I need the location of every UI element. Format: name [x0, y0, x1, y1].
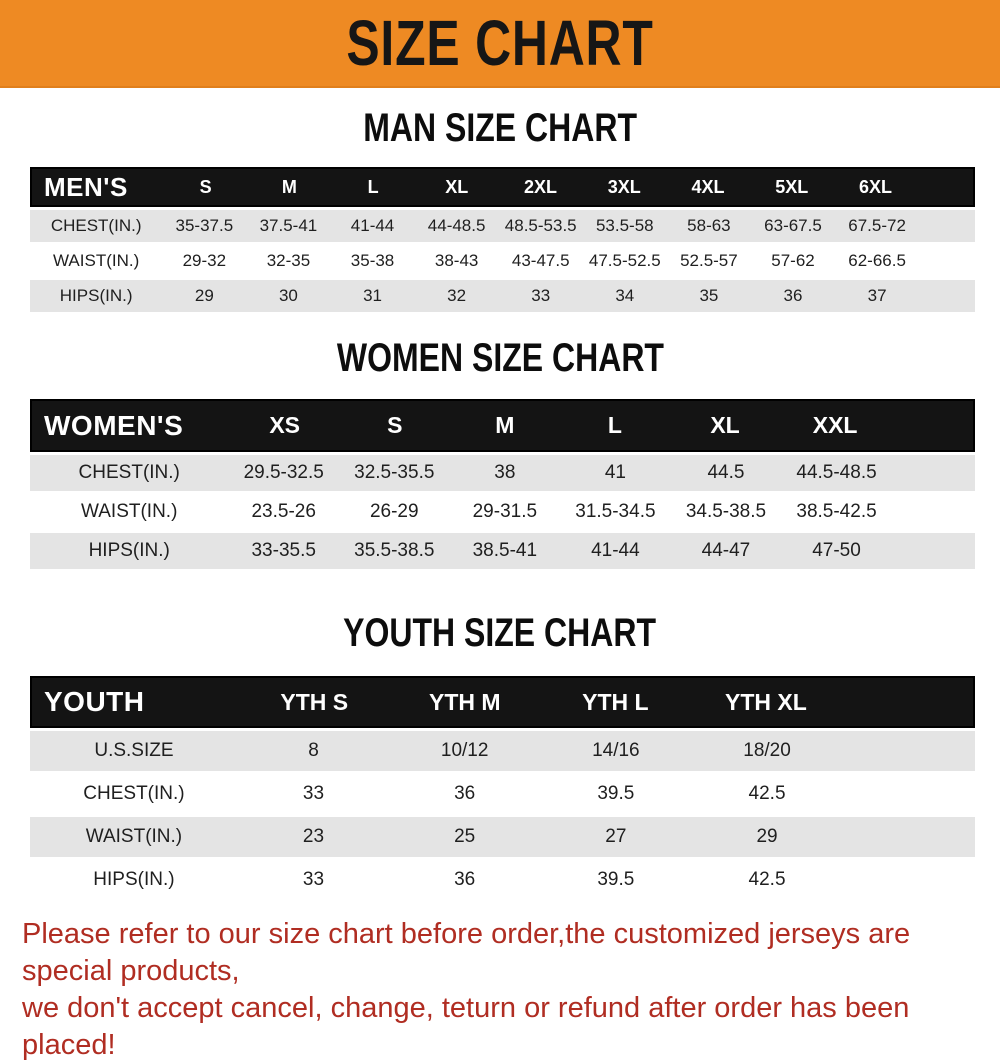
size-column-header: YTH M [429, 688, 501, 715]
size-value-cell: 29.5-32.5 [243, 462, 324, 483]
table-header-label: WOMEN'S [44, 409, 184, 441]
man-size-chart-heading-text: MAN SIZE CHART [363, 106, 637, 150]
table-header-row [30, 676, 975, 728]
size-value-cell: 33 [302, 869, 325, 890]
size-value-cell: 35-37.5 [175, 216, 234, 235]
row-label: CHEST(IN.) [50, 216, 142, 235]
table-row [30, 731, 975, 771]
size-value-cell: 10/12 [440, 740, 489, 761]
size-value-cell: 57-62 [771, 251, 815, 270]
table-row [30, 860, 975, 900]
table-row [30, 210, 975, 242]
size-value-cell: 44-47 [701, 540, 751, 561]
size-column-header: S [199, 176, 212, 197]
size-value-cell: 36 [454, 869, 476, 890]
size-value-cell: 58-63 [687, 216, 731, 235]
size-value-cell: 25 [454, 826, 476, 847]
youth-size-table [30, 676, 975, 900]
table-header-row [30, 167, 975, 207]
size-column-header: YTH S [280, 688, 349, 715]
size-value-cell: 41-44 [350, 216, 395, 235]
size-value-cell: 33 [531, 286, 551, 305]
size-value-cell: 31 [363, 286, 382, 305]
table-row [30, 280, 975, 312]
order-policy-note [0, 900, 1000, 1064]
order-policy-line-2: we don't accept cancel, change, teturn or refund after order has been placed! [22, 992, 910, 1061]
size-value-cell: 39.5 [597, 783, 635, 804]
size-value-cell: 23 [302, 826, 325, 847]
size-column-header: 2XL [524, 176, 558, 197]
size-value-cell: 36 [783, 286, 803, 305]
size-value-cell: 23.5-26 [251, 501, 316, 522]
row-label: HIPS(IN.) [88, 540, 170, 561]
size-column-header: XL [710, 412, 740, 438]
size-value-cell: 34.5-38.5 [685, 501, 767, 522]
table-row [30, 245, 975, 277]
size-column-header: 3XL [607, 176, 641, 197]
size-value-cell: 41-44 [591, 540, 640, 561]
size-value-cell: 18/20 [743, 740, 791, 761]
size-value-cell: 31.5-34.5 [575, 501, 656, 522]
size-value-cell: 47-50 [812, 540, 861, 561]
size-value-cell: 34 [615, 286, 635, 305]
row-label: CHEST(IN.) [78, 462, 180, 483]
size-value-cell: 8 [308, 740, 319, 761]
women-size-table [30, 399, 975, 569]
table-row [30, 817, 975, 857]
row-label: WAIST(IN.) [81, 501, 178, 522]
size-value-cell: 63-67.5 [764, 216, 822, 235]
women-size-chart-heading-text: WOMEN SIZE CHART [336, 336, 664, 380]
row-label: CHEST(IN.) [83, 783, 185, 804]
table-row [30, 533, 975, 569]
row-label: HIPS(IN.) [93, 869, 175, 890]
banner-title: SIZE CHART [346, 7, 654, 79]
size-value-cell: 29 [194, 286, 214, 305]
row-label: HIPS(IN.) [59, 286, 133, 305]
size-value-cell: 27 [605, 826, 627, 847]
row-label: WAIST(IN.) [53, 251, 140, 270]
size-column-header: YTH L [582, 688, 649, 715]
table-row [30, 455, 975, 491]
size-value-cell: 44.5-48.5 [796, 462, 877, 483]
size-value-cell: 35 [699, 286, 719, 305]
size-value-cell: 44-48.5 [427, 216, 486, 235]
size-column-header: S [387, 412, 403, 438]
size-value-cell: 41 [604, 462, 626, 483]
size-value-cell: 14/16 [592, 740, 640, 761]
size-value-cell: 33 [302, 783, 325, 804]
size-column-header: L [607, 412, 622, 438]
size-value-cell: 30 [278, 286, 298, 305]
size-value-cell: 29-31.5 [472, 501, 538, 522]
size-value-cell: 38-43 [434, 251, 479, 270]
size-column-header: 4XL [691, 176, 725, 197]
size-value-cell: 32.5-35.5 [354, 462, 435, 483]
size-value-cell: 39.5 [597, 869, 635, 890]
size-value-cell: 35.5-38.5 [354, 540, 435, 561]
man-size-chart-heading [0, 88, 1000, 167]
youth-size-chart-heading-text: YOUTH SIZE CHART [343, 611, 657, 655]
size-value-cell: 37.5-41 [259, 216, 318, 235]
table-header-row [30, 399, 975, 452]
size-value-cell: 38.5-41 [472, 540, 538, 561]
size-column-header: L [367, 176, 379, 197]
size-column-header: XL [445, 176, 469, 197]
size-value-cell: 47.5-52.5 [588, 251, 661, 270]
size-column-header: YTH XL [725, 688, 807, 715]
size-value-cell: 32 [447, 286, 467, 305]
size-value-cell: 48.5-53.5 [504, 216, 577, 235]
size-value-cell: 43-47.5 [511, 251, 570, 270]
size-column-header: M [281, 176, 297, 197]
size-column-header: 6XL [858, 176, 892, 197]
youth-size-chart-heading [0, 569, 1000, 676]
row-label: U.S.SIZE [94, 740, 174, 761]
size-value-cell: 35-38 [350, 251, 395, 270]
size-value-cell: 67.5-72 [848, 216, 906, 235]
size-value-cell: 52.5-57 [680, 251, 738, 270]
size-chart-banner [0, 0, 1000, 88]
size-value-cell: 42.5 [748, 783, 786, 804]
size-column-header: 5XL [775, 176, 809, 197]
size-value-cell: 32-35 [266, 251, 311, 270]
size-column-header: XS [269, 412, 300, 438]
order-policy-line-1: Please refer to our size chart before order,the customized jerseys are special products, [22, 918, 911, 987]
size-value-cell: 42.5 [748, 869, 786, 890]
size-value-cell: 53.5-58 [595, 216, 654, 235]
table-row [30, 494, 975, 530]
size-value-cell: 44.5 [707, 462, 745, 483]
size-value-cell: 33-35.5 [251, 540, 316, 561]
row-label: WAIST(IN.) [85, 826, 183, 847]
size-value-cell: 36 [454, 783, 476, 804]
size-value-cell: 29-32 [182, 251, 227, 270]
size-value-cell: 37 [867, 286, 887, 305]
size-value-cell: 62-66.5 [848, 251, 906, 270]
table-header-label: MEN'S [44, 171, 128, 202]
table-row [30, 774, 975, 814]
size-column-header: M [495, 412, 515, 438]
size-column-header: XXL [812, 412, 858, 438]
size-value-cell: 38.5-42.5 [796, 501, 877, 522]
size-value-cell: 38 [494, 462, 516, 483]
table-header-label: YOUTH [44, 686, 145, 717]
size-value-cell: 29 [756, 826, 778, 847]
men-size-table [30, 167, 975, 312]
women-size-chart-heading [0, 312, 1000, 399]
size-value-cell: 26-29 [369, 501, 419, 522]
